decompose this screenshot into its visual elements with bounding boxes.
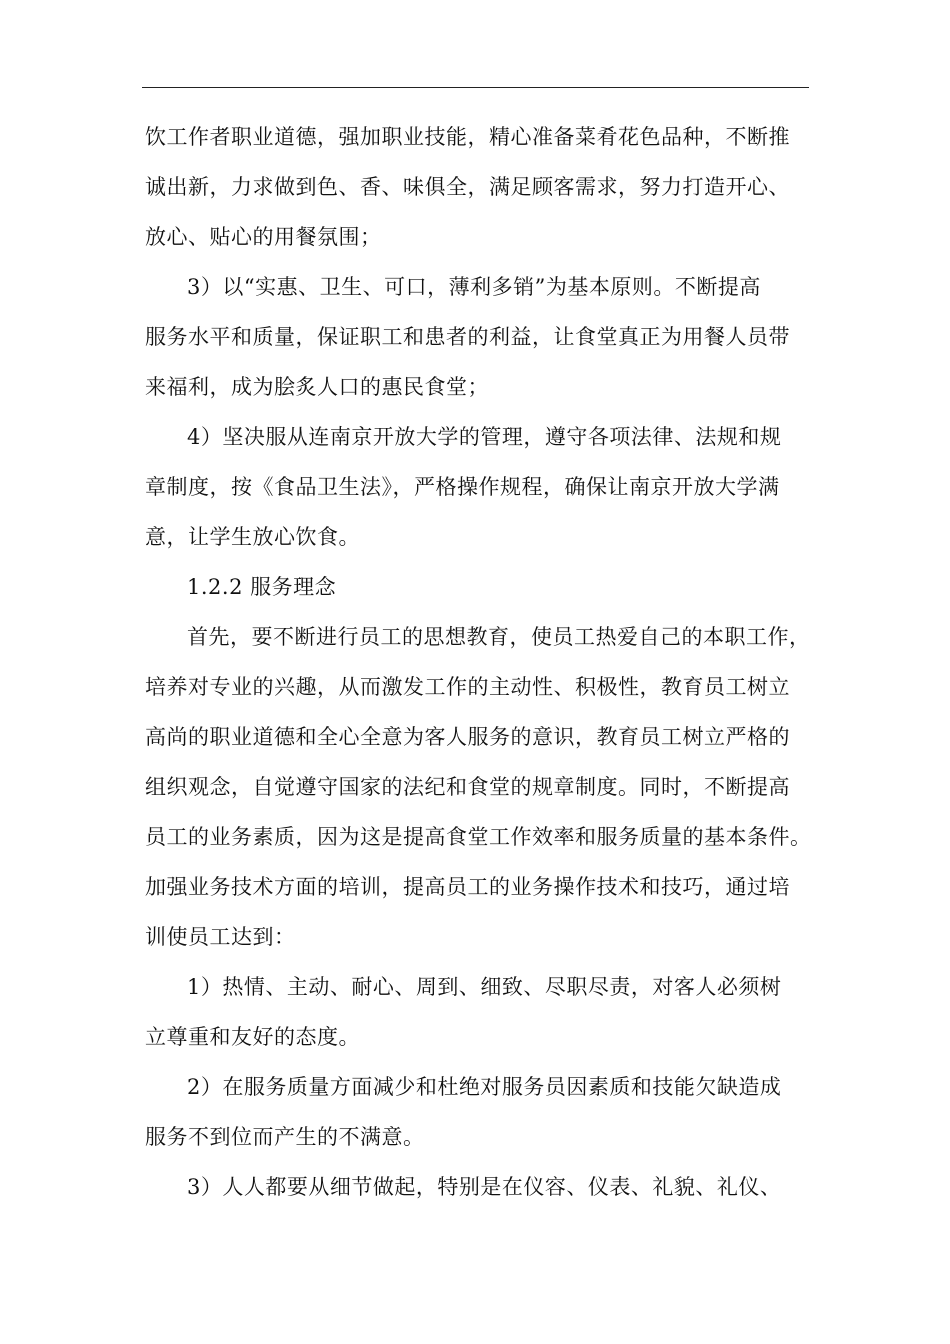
text-line: 1.2.2 服务理念 xyxy=(187,575,337,599)
text-line: 章制度，按《食品卫生法》，严格操作规程，确保让南京开放大学满 xyxy=(145,475,780,499)
text-line: 3）人人都要从细节做起，特别是在仪容、仪表、礼貌、礼仪、 xyxy=(187,1175,782,1199)
text-line: 训使员工达到： xyxy=(145,925,296,949)
text-line: 2）在服务质量方面减少和杜绝对服务员因素质和技能欠缺造成 xyxy=(187,1075,782,1099)
text-line: 加强业务技术方面的培训，提高员工的业务操作技术和技巧，通过培 xyxy=(145,875,790,899)
text-line: 培养对专业的兴趣，从而激发工作的主动性、积极性，教育员工树立 xyxy=(145,675,790,699)
text-line: 3）以“实惠、卫生、可口，薄利多销”为基本原则。不断提高 xyxy=(187,275,761,299)
body-text xyxy=(145,112,817,1212)
text-line: 来福利，成为脍炙人口的惠民食堂； xyxy=(145,375,489,399)
text-line: 立尊重和友好的态度。 xyxy=(145,1025,360,1049)
text-line: 4）坚决服从连南京开放大学的管理，遵守各项法律、法规和规 xyxy=(187,425,782,449)
text-line: 诚出新，力求做到色、香、味俱全，满足顾客需求，努力打造开心、 xyxy=(145,175,790,199)
header-rule xyxy=(142,87,809,88)
text-line: 组织观念，自觉遵守国家的法纪和食堂的规章制度。同时，不断提高 xyxy=(145,775,790,799)
text-line: 首先，要不断进行员工的思想教育，使员工热爱自己的本职工作， xyxy=(187,625,811,649)
text-line: 员工的业务素质，因为这是提高食堂工作效率和服务质量的基本条件。 xyxy=(145,825,812,849)
text-line: 放心、贴心的用餐氛围； xyxy=(145,225,382,249)
text-line: 1）热情、主动、耐心、周到、细致、尽职尽责，对客人必须树 xyxy=(187,975,782,999)
text-line: 服务水平和质量，保证职工和患者的利益，让食堂真正为用餐人员带 xyxy=(145,325,790,349)
text-line: 饮工作者职业道德，强加职业技能，精心准备菜肴花色品种，不断推 xyxy=(145,125,790,149)
text-line: 意，让学生放心饮食。 xyxy=(145,525,360,549)
text-line: 高尚的职业道德和全心全意为客人服务的意识，教育员工树立严格的 xyxy=(145,725,790,749)
text-line: 服务不到位而产生的不满意。 xyxy=(145,1125,425,1149)
